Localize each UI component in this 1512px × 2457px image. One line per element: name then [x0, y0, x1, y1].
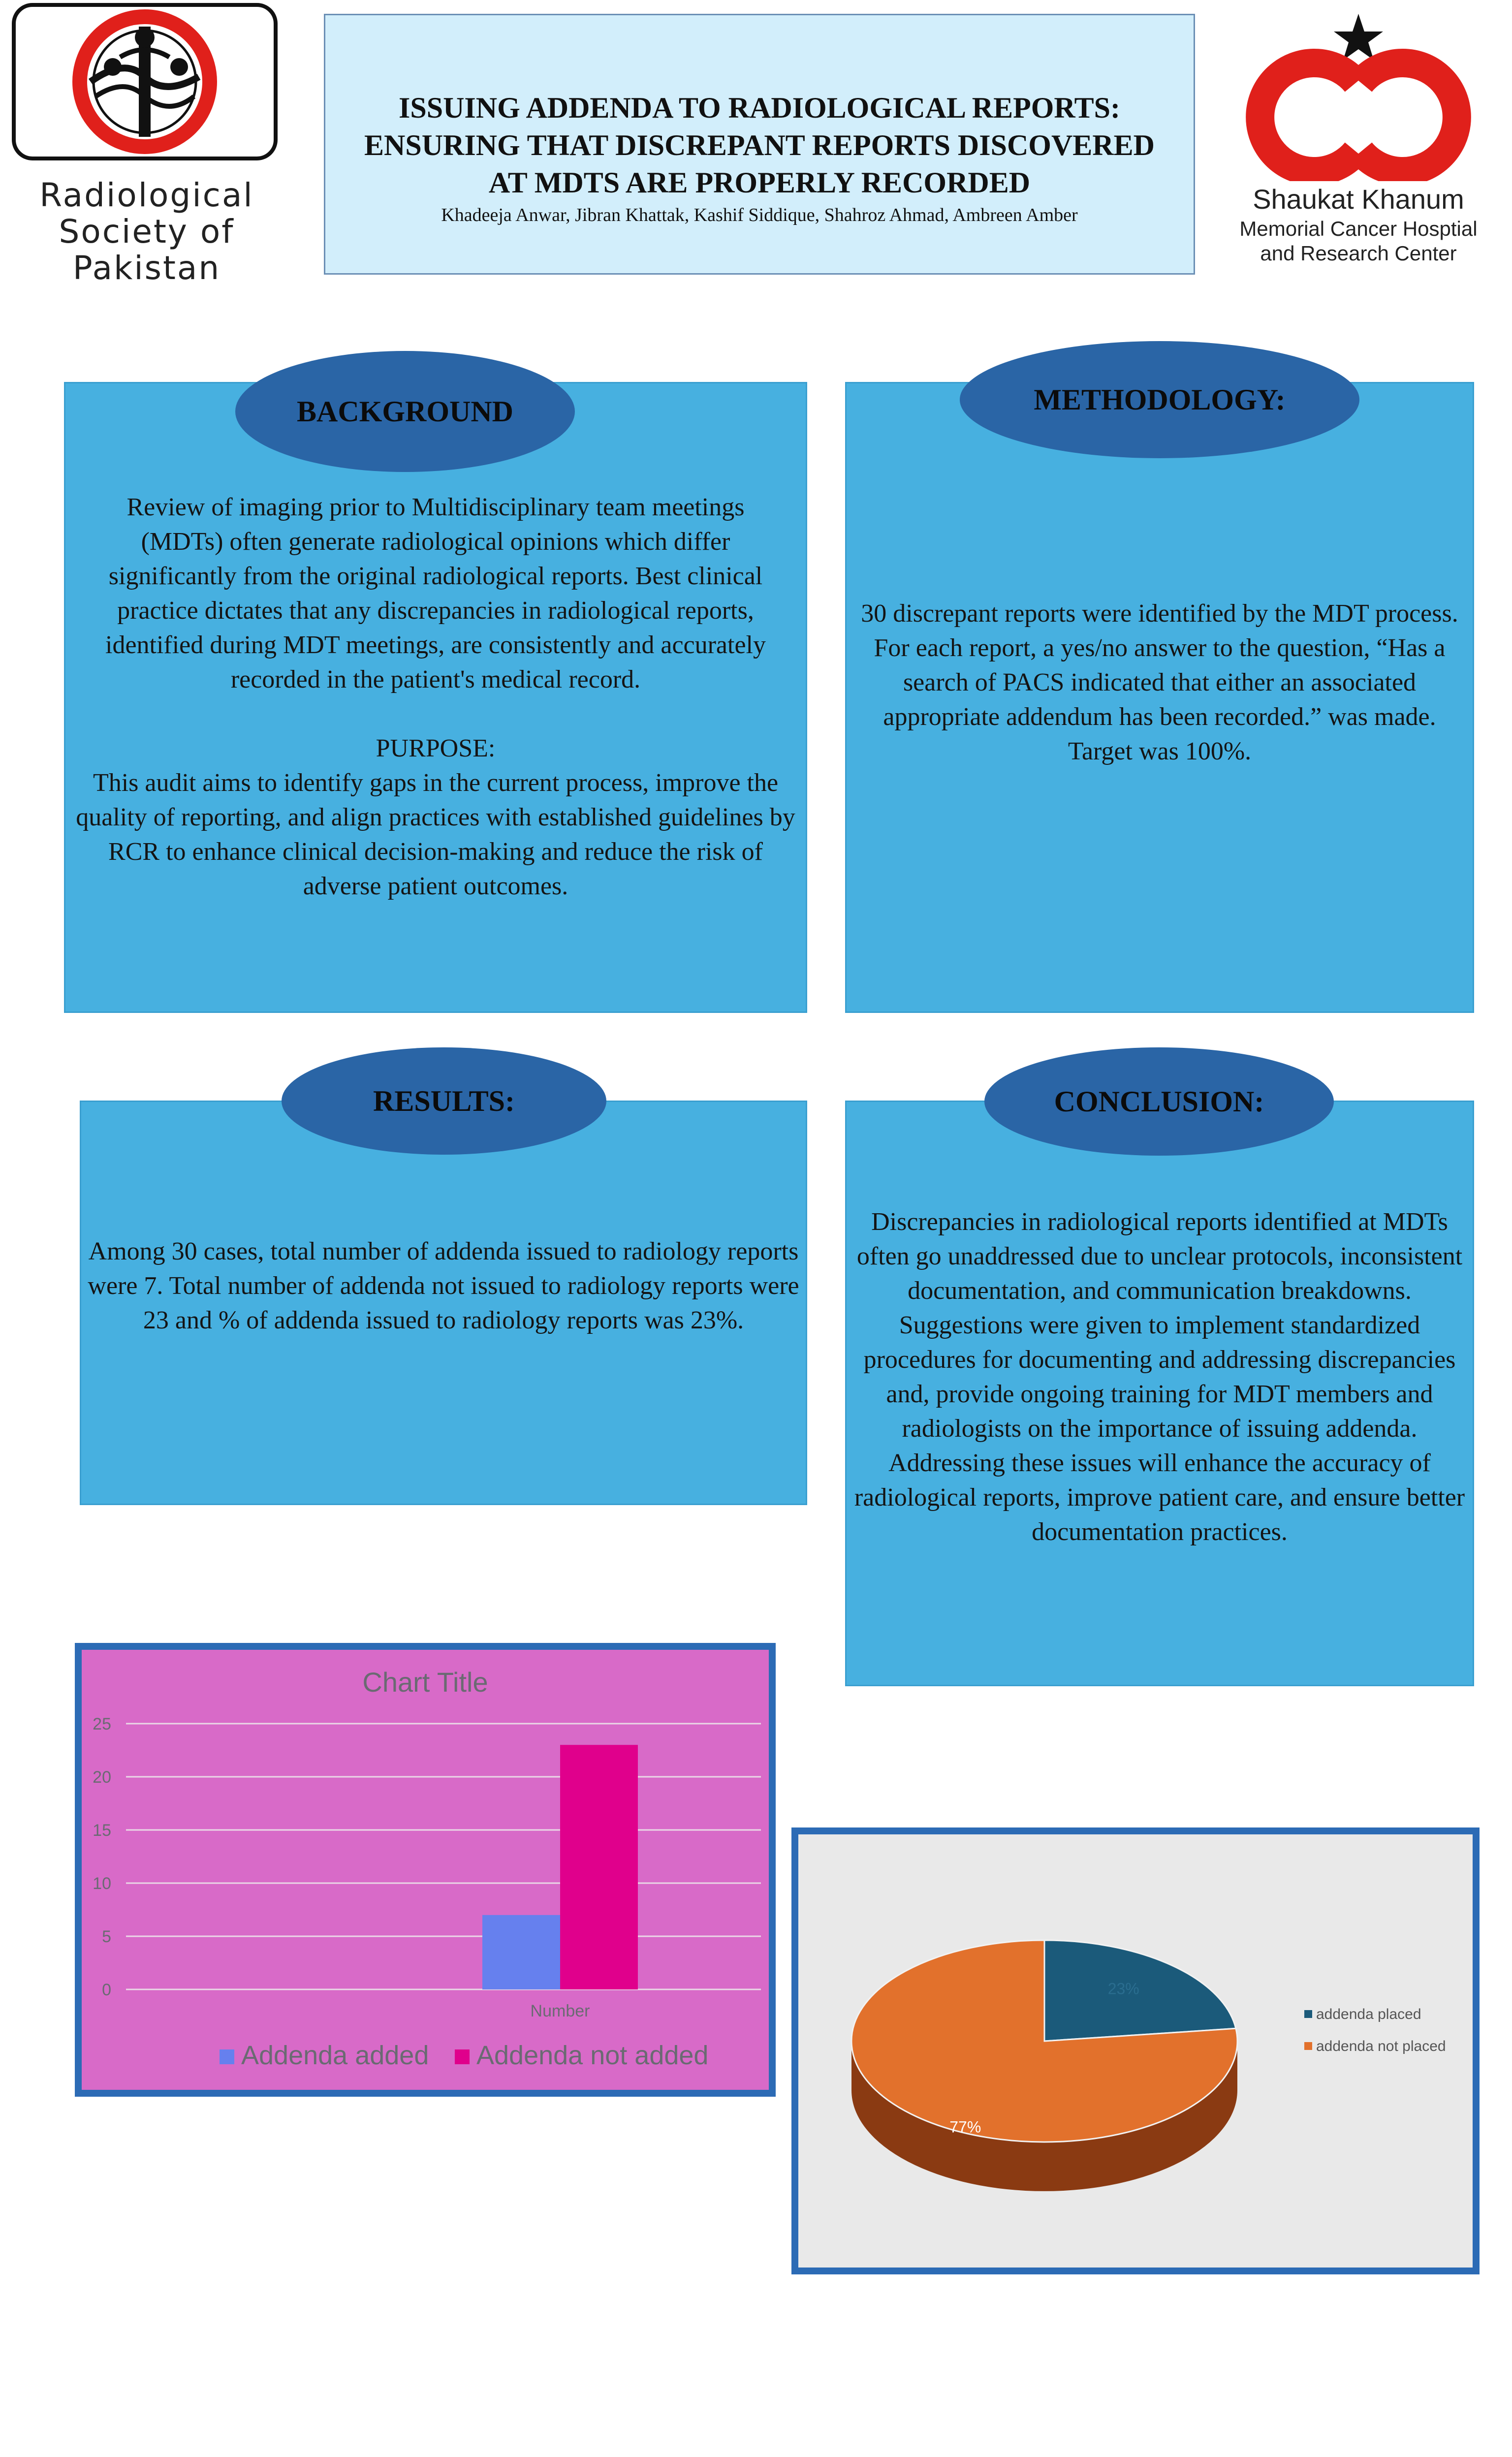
skm-subtitle: [1216, 217, 1501, 266]
x-category-label: Number: [530, 2002, 590, 2020]
pie-data-label: 23%: [1107, 1980, 1139, 1998]
y-tick-label: 25: [93, 1715, 111, 1733]
legend-label: addenda not placed: [1316, 2038, 1446, 2054]
skm-subtitle-line: and Research Center: [1260, 242, 1457, 265]
poster-title-line: AT MDTS ARE PROPERLY RECORDED: [488, 166, 1031, 199]
bar-addenda-added: [482, 1915, 560, 1989]
title-box: [324, 14, 1195, 275]
chart-title: Chart Title: [362, 1667, 488, 1698]
purpose-body: This audit aims to identify gaps in the current process, improve the quality of reporting, and align practices with established guidelines by RCR to enhance clinical decision-making and reduce the risk of adverse patient outcomes.: [76, 769, 795, 900]
conclusion-heading: CONCLUSION:: [984, 1047, 1334, 1156]
y-tick-label: 15: [93, 1821, 111, 1840]
pie-chart-svg: [798, 1834, 1473, 2268]
pie-data-label: 77%: [949, 2118, 981, 2136]
legend-label: Addenda added: [241, 2041, 429, 2070]
purpose-label: PURPOSE:: [376, 734, 496, 762]
results-body: Among 30 cases, total number of addenda issued to radiology reports were 7. Total number of addenda not issued to radiology reports were 23 and % of addenda issued to radiology reports was 23%.: [88, 1237, 799, 1334]
rsp-name-line: Society of: [59, 213, 235, 251]
rsp-name: [9, 177, 284, 286]
rsp-logo: [12, 3, 278, 160]
y-tick-label: 10: [93, 1874, 111, 1893]
y-tick-label: 5: [102, 1927, 111, 1946]
background-text: [74, 490, 797, 904]
rsp-name-line: Radiological: [39, 176, 254, 214]
skm-emblem-icon: [1230, 9, 1486, 181]
y-tick-label: 20: [93, 1768, 111, 1787]
background-heading: BACKGROUND: [235, 351, 575, 472]
legend-swatch: [220, 2049, 234, 2064]
legend-swatch: [1304, 2042, 1312, 2050]
rsp-emblem-icon: [12, 3, 278, 160]
pie-slice-addenda-placed: [1044, 1940, 1236, 2041]
bar-chart-svg: [82, 1650, 769, 2090]
poster-title-line: ISSUING ADDENDA TO RADIOLOGICAL REPORTS:: [398, 92, 1120, 124]
legend-label: addenda placed: [1316, 2006, 1421, 2022]
results-heading: RESULTS:: [282, 1047, 606, 1155]
methodology-heading: METHODOLOGY:: [960, 341, 1359, 458]
bar-addenda-not-added: [560, 1745, 638, 1989]
background-body: Review of imaging prior to Multidisciplinary team meetings (MDTs) often generate radiological opinions which differ significantly from the original radiological reports. Best clinical practice dictates that any discrepancies in radiological reports, identified during MDT meetings, are consistently and accurately recorded in the patient's medical record.: [105, 493, 766, 693]
skm-subtitle-line: Memorial Cancer Hosptial: [1239, 217, 1478, 240]
poster-title-line: ENSURING THAT DISCREPANT REPORTS DISCOVERED: [364, 129, 1155, 161]
legend-swatch: [455, 2049, 470, 2064]
rsp-name-line: Pakistan: [72, 249, 221, 287]
methodology-body: 30 discrepant reports were identified by the MDT process. For each report, a yes/no answer to the question, “Has a search of PACS indicated that either an associated appropriate addendum has been recorded.” was made. Target was 100%.: [861, 599, 1458, 765]
authors: Khadeeja Anwar, Jibran Khattak, Kashif Siddique, Shahroz Ahmad, Ambreen Amber: [441, 205, 1078, 225]
skm-logo: [1230, 9, 1486, 181]
bar-chart: [75, 1643, 776, 2097]
legend-label: Addenda not added: [476, 2041, 709, 2070]
legend-swatch: [1304, 2010, 1312, 2018]
conclusion-body: Discrepancies in radiological reports identified at MDTs often go unaddressed due to unclear protocols, inconsistent documentation, and communication breakdowns. Suggestions were given to implement standardized procedures for documenting and addressing discrepancies and, provide ongoing training for MDT members and radiologists on the importance of issuing addenda. Addressing these issues will enhance the accuracy of radiological reports, improve patient care, and ensure better documentation practices.: [854, 1208, 1465, 1546]
skm-name: Shaukat Khanum: [1253, 184, 1464, 215]
pie-chart: [791, 1827, 1480, 2274]
y-tick-label: 0: [102, 1981, 111, 1999]
